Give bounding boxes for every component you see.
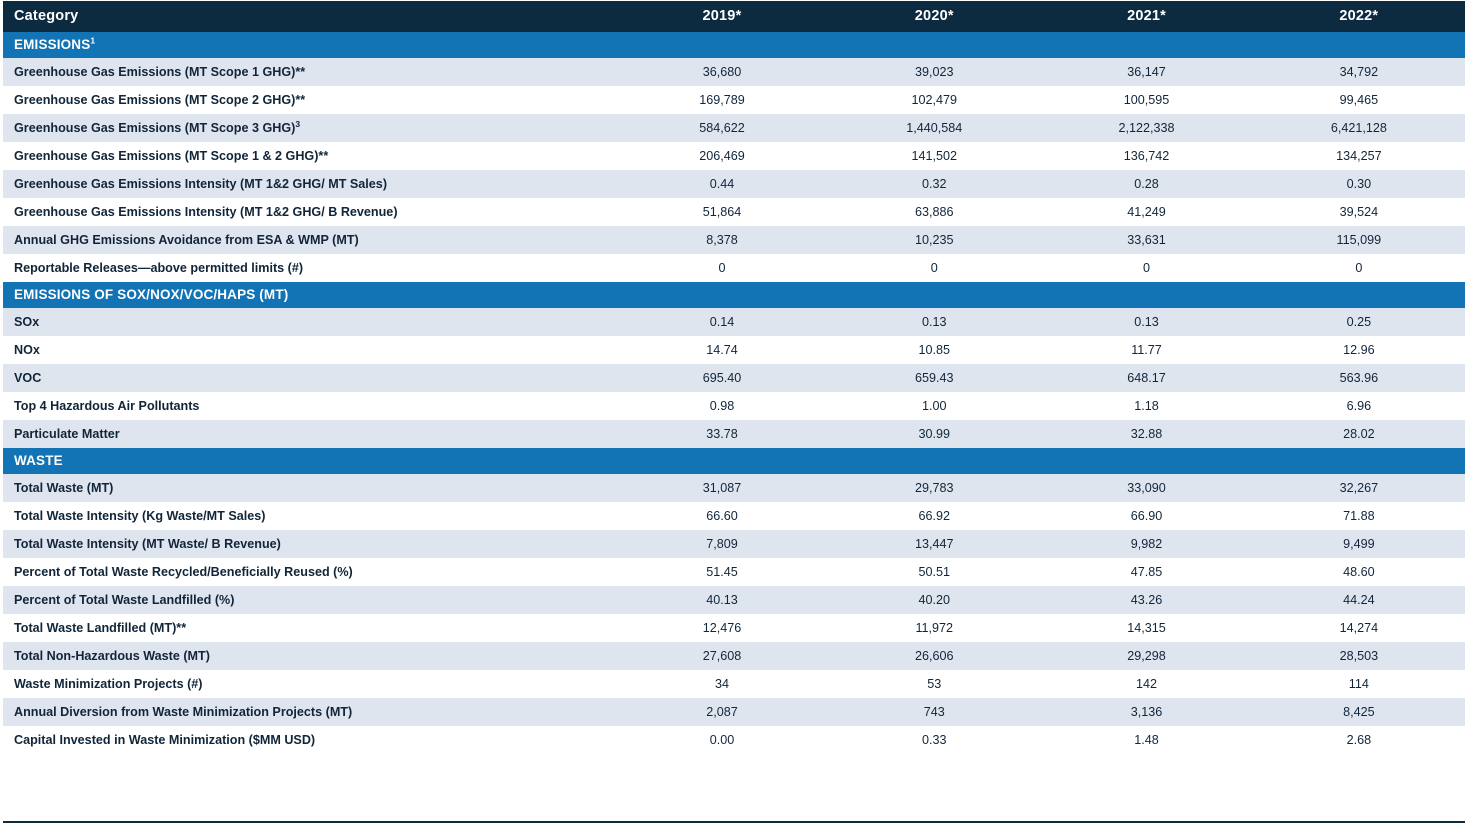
table-row <box>3 474 1465 502</box>
cell-value-2021: 66.90 <box>1040 502 1252 530</box>
table-row <box>3 642 1465 670</box>
cell-value-2019: 66.60 <box>616 502 828 530</box>
row-label: Greenhouse Gas Emissions Intensity (MT 1&2 GHG/ B Revenue) <box>3 198 616 226</box>
cell-value-2022: 32,267 <box>1253 474 1465 502</box>
table-row <box>3 698 1465 726</box>
cell-value-2019: 27,608 <box>616 642 828 670</box>
cell-value-2021: 0 <box>1040 254 1252 282</box>
cell-value-2021: 29,298 <box>1040 642 1252 670</box>
table-row <box>3 198 1465 226</box>
table-row <box>3 86 1465 114</box>
section-title: WASTE <box>3 448 1465 474</box>
table-header-row <box>3 1 1465 32</box>
table-row <box>3 226 1465 254</box>
cell-value-2020: 39,023 <box>828 58 1040 86</box>
cell-value-2019: 169,789 <box>616 86 828 114</box>
table-row <box>3 308 1465 336</box>
row-label: Greenhouse Gas Emissions Intensity (MT 1&2 GHG/ MT Sales) <box>3 170 616 198</box>
cell-value-2020: 0.13 <box>828 308 1040 336</box>
cell-value-2020: 1.00 <box>828 392 1040 420</box>
cell-value-2021: 47.85 <box>1040 558 1252 586</box>
row-label: Total Non-Hazardous Waste (MT) <box>3 642 616 670</box>
section-header-row <box>3 32 1465 58</box>
section-title-footnote-marker: 1 <box>90 35 96 46</box>
cell-value-2019: 36,680 <box>616 58 828 86</box>
cell-value-2020: 63,886 <box>828 198 1040 226</box>
table-row <box>3 502 1465 530</box>
row-label: Greenhouse Gas Emissions (MT Scope 2 GHG)** <box>3 86 616 114</box>
cell-value-2022: 6,421,128 <box>1253 114 1465 142</box>
cell-value-2022: 99,465 <box>1253 86 1465 114</box>
table-row <box>3 254 1465 282</box>
row-label: Annual GHG Emissions Avoidance from ESA & WMP (MT) <box>3 226 616 254</box>
cell-value-2020: 66.92 <box>828 502 1040 530</box>
cell-value-2019: 0.14 <box>616 308 828 336</box>
cell-value-2020: 53 <box>828 670 1040 698</box>
cell-value-2020: 659.43 <box>828 364 1040 392</box>
section-header-row <box>3 448 1465 474</box>
cell-value-2021: 1.48 <box>1040 726 1252 754</box>
cell-value-2021: 648.17 <box>1040 364 1252 392</box>
table-row <box>3 530 1465 558</box>
cell-value-2021: 0.28 <box>1040 170 1252 198</box>
cell-value-2022: 71.88 <box>1253 502 1465 530</box>
cell-value-2020: 26,606 <box>828 642 1040 670</box>
cell-value-2019: 0.00 <box>616 726 828 754</box>
esg-metrics-table <box>3 1 1465 754</box>
row-label: Greenhouse Gas Emissions (MT Scope 1 & 2 GHG)** <box>3 142 616 170</box>
cell-value-2021: 36,147 <box>1040 58 1252 86</box>
cell-value-2019: 0.98 <box>616 392 828 420</box>
cell-value-2019: 7,809 <box>616 530 828 558</box>
left-margin <box>0 1 3 834</box>
cell-value-2019: 34 <box>616 670 828 698</box>
table-row <box>3 170 1465 198</box>
cell-value-2022: 563.96 <box>1253 364 1465 392</box>
cell-value-2021: 3,136 <box>1040 698 1252 726</box>
column-header-2020: 2020* <box>914 8 954 24</box>
table-row <box>3 586 1465 614</box>
row-label: Total Waste (MT) <box>3 474 616 502</box>
cell-value-2019: 0.44 <box>616 170 828 198</box>
row-label: SOx <box>3 308 616 336</box>
cell-value-2019: 2,087 <box>616 698 828 726</box>
cell-value-2020: 1,440,584 <box>828 114 1040 142</box>
cell-value-2022: 6.96 <box>1253 392 1465 420</box>
section-header-row <box>3 282 1465 308</box>
cell-value-2021: 0.13 <box>1040 308 1252 336</box>
cell-value-2021: 1.18 <box>1040 392 1252 420</box>
cell-value-2019: 33.78 <box>616 420 828 448</box>
row-label: Top 4 Hazardous Air Pollutants <box>3 392 616 420</box>
row-label: VOC <box>3 364 616 392</box>
column-header-2019: 2019* <box>702 8 742 24</box>
table-row <box>3 142 1465 170</box>
table-row <box>3 670 1465 698</box>
cell-value-2022: 2.68 <box>1253 726 1465 754</box>
table-header <box>3 1 1465 32</box>
row-label: Total Waste Intensity (MT Waste/ B Revenue) <box>3 530 616 558</box>
row-label: Waste Minimization Projects (#) <box>3 670 616 698</box>
cell-value-2022: 0.25 <box>1253 308 1465 336</box>
cell-value-2022: 44.24 <box>1253 586 1465 614</box>
cell-value-2022: 9,499 <box>1253 530 1465 558</box>
cell-value-2020: 10,235 <box>828 226 1040 254</box>
cell-value-2021: 136,742 <box>1040 142 1252 170</box>
cell-value-2022: 48.60 <box>1253 558 1465 586</box>
cell-value-2019: 8,378 <box>616 226 828 254</box>
cell-value-2020: 29,783 <box>828 474 1040 502</box>
cell-value-2020: 50.51 <box>828 558 1040 586</box>
cell-value-2022: 34,792 <box>1253 58 1465 86</box>
cell-value-2021: 142 <box>1040 670 1252 698</box>
row-label: Percent of Total Waste Landfilled (%) <box>3 586 616 614</box>
cell-value-2021: 100,595 <box>1040 86 1252 114</box>
section-title: EMISSIONS OF SOX/NOX/VOC/HAPS (MT) <box>3 282 1465 308</box>
cell-value-2022: 14,274 <box>1253 614 1465 642</box>
cell-value-2021: 33,090 <box>1040 474 1252 502</box>
table-row <box>3 614 1465 642</box>
esg-data-table-page <box>0 1 1468 834</box>
cell-value-2021: 2,122,338 <box>1040 114 1252 142</box>
row-label: Total Waste Intensity (Kg Waste/MT Sales) <box>3 502 616 530</box>
cell-value-2019: 31,087 <box>616 474 828 502</box>
cell-value-2022: 12.96 <box>1253 336 1465 364</box>
cell-value-2021: 43.26 <box>1040 586 1252 614</box>
table-row <box>3 114 1465 142</box>
column-header-category: Category <box>14 8 79 24</box>
cell-value-2020: 13,447 <box>828 530 1040 558</box>
row-label: Percent of Total Waste Recycled/Beneficially Reused (%) <box>3 558 616 586</box>
row-label: Reportable Releases—above permitted limits (#) <box>3 254 616 282</box>
cell-value-2022: 0 <box>1253 254 1465 282</box>
row-label: Total Waste Landfilled (MT)** <box>3 614 616 642</box>
row-label-footnote-marker: 3 <box>295 118 301 129</box>
table-row <box>3 726 1465 754</box>
cell-value-2022: 114 <box>1253 670 1465 698</box>
table-row <box>3 558 1465 586</box>
cell-value-2019: 206,469 <box>616 142 828 170</box>
table-row <box>3 336 1465 364</box>
cell-value-2022: 39,524 <box>1253 198 1465 226</box>
cell-value-2019: 14.74 <box>616 336 828 364</box>
row-label: Greenhouse Gas Emissions (MT Scope 3 GHG)$^3$ <box>3 114 616 142</box>
cell-value-2020: 0 <box>828 254 1040 282</box>
cell-value-2022: 0.30 <box>1253 170 1465 198</box>
cell-value-2022: 115,099 <box>1253 226 1465 254</box>
cell-value-2019: 12,476 <box>616 614 828 642</box>
cell-value-2019: 584,622 <box>616 114 828 142</box>
table-body <box>3 32 1465 754</box>
cell-value-2020: 10.85 <box>828 336 1040 364</box>
cell-value-2021: 11.77 <box>1040 336 1252 364</box>
cell-value-2020: 0.33 <box>828 726 1040 754</box>
cell-value-2022: 8,425 <box>1253 698 1465 726</box>
cell-value-2020: 30.99 <box>828 420 1040 448</box>
cell-value-2020: 0.32 <box>828 170 1040 198</box>
cell-value-2022: 134,257 <box>1253 142 1465 170</box>
table-row <box>3 420 1465 448</box>
row-label: Greenhouse Gas Emissions (MT Scope 1 GHG)** <box>3 58 616 86</box>
cell-value-2020: 743 <box>828 698 1040 726</box>
row-label: NOx <box>3 336 616 364</box>
cell-value-2021: 14,315 <box>1040 614 1252 642</box>
cell-value-2021: 32.88 <box>1040 420 1252 448</box>
table-row <box>3 392 1465 420</box>
cell-value-2022: 28,503 <box>1253 642 1465 670</box>
table-row <box>3 364 1465 392</box>
section-title: EMISSIONS$^1$ <box>3 32 1465 58</box>
cell-value-2019: 0 <box>616 254 828 282</box>
cell-value-2019: 51.45 <box>616 558 828 586</box>
cell-value-2020: 11,972 <box>828 614 1040 642</box>
cell-value-2019: 40.13 <box>616 586 828 614</box>
cell-value-2020: 141,502 <box>828 142 1040 170</box>
row-label: Capital Invested in Waste Minimization ($MM USD) <box>3 726 616 754</box>
column-header-2021: 2021* <box>1127 8 1166 24</box>
cell-value-2020: 102,479 <box>828 86 1040 114</box>
row-label: Annual Diversion from Waste Minimization Projects (MT) <box>3 698 616 726</box>
cell-value-2020: 40.20 <box>828 586 1040 614</box>
cell-value-2021: 9,982 <box>1040 530 1252 558</box>
bottom-rule <box>3 821 1465 823</box>
cell-value-2021: 41,249 <box>1040 198 1252 226</box>
column-header-2022: 2022* <box>1339 8 1379 24</box>
table-row <box>3 58 1465 86</box>
cell-value-2022: 28.02 <box>1253 420 1465 448</box>
cell-value-2019: 695.40 <box>616 364 828 392</box>
cell-value-2021: 33,631 <box>1040 226 1252 254</box>
cell-value-2019: 51,864 <box>616 198 828 226</box>
row-label: Particulate Matter <box>3 420 616 448</box>
